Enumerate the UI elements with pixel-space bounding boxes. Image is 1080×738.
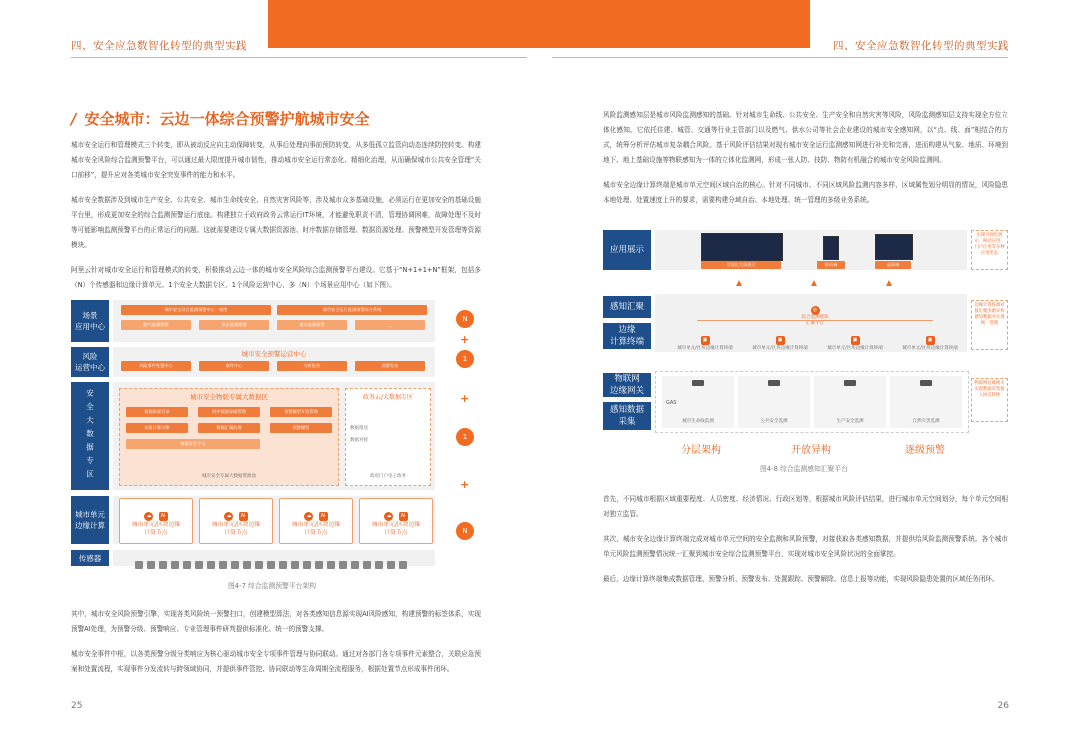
scene-box: ... — [355, 320, 425, 330]
figure-caption: 图4-7 综合监测预警平台架构 — [228, 582, 317, 590]
header-divider-left — [71, 57, 527, 58]
page-title: / 安全城市：云边一体综合预警护航城市安全 — [71, 110, 370, 128]
cloud-icon: ☁ — [146, 513, 152, 519]
gateway-device — [692, 380, 704, 386]
paragraph: 城市安全事件中枢，以各类预警分级分类响应为核心驱动城市安全专项事件管理与协同联动。通过对各部门各专项事件元素整合，关联应急预案和处置流程，实现事件分发流转与跨领域协同，并提供事件管控、协同联动等生命周期全流程服务，根据处置节点形成事件闭环。 — [71, 650, 481, 673]
left-bottom-text — [71, 607, 481, 677]
ai-icon: AI — [159, 512, 168, 521]
sensor-icon — [387, 561, 395, 569]
side-note: 实现可视化展示、移动应用、门户应用等多种应用形态 — [971, 230, 1008, 270]
connector-line — [697, 320, 933, 321]
sensor-icon — [243, 561, 251, 569]
edge-node: ☁ AI 城市单元/区块边缘 计算节点 — [199, 498, 273, 544]
ai-icon: AI — [319, 512, 328, 521]
sensor-icon — [267, 561, 275, 569]
side-note: 边缘计算终端对接汇聚多源异构感知数据并实现统一管理 — [971, 300, 1008, 350]
edge-icon: ▣ — [701, 336, 710, 345]
edge-terminal: ▣ 城市单元/区块边缘计算终端 — [827, 337, 883, 351]
feature-label: 分层架构 — [681, 445, 721, 456]
page-number-right: 26 — [997, 701, 1009, 711]
sensor-band — [113, 550, 435, 566]
bigdata-box: 数据汇聚治理 — [198, 423, 260, 433]
collect-group — [738, 376, 810, 428]
sensor-icon — [231, 561, 239, 569]
app-label: 可视化大屏展示 — [701, 261, 781, 269]
bigdata-box: 预警模型 — [270, 423, 332, 433]
edge-node: ☁ AI 城市单元/区块边缘 计算节点 — [119, 498, 193, 544]
paragraph: 阿里云针对城市安全运行和管理模式的转变，积极推动云边一体的城市安全风险综合监测预警平台建设。它基于“N+1+1+N”框架，包括多（N）个传感器和边缘计算单元、1个安全大数据专区、1个风险运营中心、多（N）个场景应用中心（如下图）。 — [71, 266, 481, 289]
bigdata-title: 城市安全物联专属大数据区 — [190, 393, 268, 401]
ai-icon: AI — [399, 512, 408, 521]
app-band — [655, 230, 967, 270]
row-label-risk: 风险 运营中心 — [71, 347, 109, 377]
framework-pill: 1 — [456, 350, 474, 368]
paragraph: 风险监测感知层是城市风险监测感知的基础。针对城市生命线、公共安全、生产安全和自然灾害等风险，风险监测感知层支持实现全方位立体化感知。它依托住建、城管、交通等行业主管部门以及燃气、供水公司等社会企业建设的城市安全感知网，以“点、线、面”相结合的方式，统筹分析评估城市复杂耦合风险。基于风险评估结果对现有城市安全运行监测感知网进行补充和完善，进而构建从气象、地质、环境到地下、地上基础设施等物联感知为一体的立体化监测网，形成一张人防、技防、物防有机融合的城市安全风险监测网。 — [603, 111, 1008, 164]
scene-box: 供水监测预警 — [199, 320, 269, 330]
gateway-device — [920, 380, 932, 386]
sensor-icon — [375, 561, 383, 569]
sensor-icon — [399, 561, 407, 569]
app-label: 移动端 — [817, 261, 845, 269]
gov-zone — [345, 388, 431, 486]
collect-label: 自然灾害监测 — [912, 419, 940, 424]
hub-band — [655, 294, 967, 352]
gov-label: 数据推送 — [350, 426, 368, 431]
bigdata-subtitle: 城市安全专属大数据资源池 — [202, 474, 256, 479]
scene-band — [113, 300, 435, 342]
row-label: 边缘 计算终端 — [603, 323, 651, 349]
sensor-icon — [363, 561, 371, 569]
framework-pill: N — [456, 310, 474, 328]
gov-label: 数据对接 — [350, 438, 368, 443]
cloud-icon: ☁ — [226, 513, 232, 519]
gas-icon: GAS — [666, 400, 677, 406]
sensor-icon — [339, 561, 347, 569]
page-number-left: 25 — [71, 701, 83, 711]
risk-band — [113, 347, 435, 377]
risk-title: 城市安全预警运营中心 — [241, 350, 307, 358]
edge-icon: ▣ — [851, 336, 860, 345]
right-bottom-text — [603, 492, 1008, 587]
sensor-icons — [133, 554, 409, 573]
hub-node: ◎ 综合监测感知 汇聚平台 — [801, 307, 829, 326]
paragraph: 城市安全边缘计算终端是城市单元空间区域自治的核心。针对不同城市、不同区域风险监测内容多样、区域属性划分明显的情况，风险隐患本地处理、处置速度上升的要求，需要构建分域自治、本地处理、统一管理的多级业务系统。 — [603, 181, 1008, 204]
gov-title: 政务云/大数据专区 — [362, 394, 414, 401]
paragraph: 城市安全运行和管理模式三个转变，即从被动反应向主动保障转变，从事后处理向事前预防转变，从多低孤立监管向动态连续防控转变。构建城市安全风险综合监测预警平台，可以通过最大限度提升城市韧性，推动城市安全运行常态化、精细化治理，从而确保城市公共安全管理“关口前移”，提升应对各类城市安全突发事件的能力和水平。 — [71, 141, 481, 179]
mobile-screen — [823, 236, 839, 260]
collect-group — [814, 376, 886, 428]
sensing-platform-diagram — [603, 228, 1008, 460]
plus-icon: + — [460, 478, 470, 491]
gov-subtitle: 政府门户电子政务 — [370, 474, 406, 479]
sensor-icon — [195, 561, 203, 569]
cloud-icon: ☁ — [386, 513, 392, 519]
edge-terminal: ▣ 城市单元/区块边缘计算终端 — [677, 337, 733, 351]
row-label-edge: 城市单元 边缘计算 — [71, 496, 109, 544]
feature-label: 开放异构 — [791, 445, 831, 456]
sensor-icon — [135, 561, 143, 569]
row-label-scene: 场景 应用中心 — [71, 300, 109, 342]
ai-icon: AI — [239, 512, 248, 521]
cloud-icon: ☁ — [306, 513, 312, 519]
sensor-icon — [327, 561, 335, 569]
sensor-icon — [183, 561, 191, 569]
paragraph: 其次，城市安全边缘计算终端完成对城市单元空间的安全监测和风险预警，对接获取各类感知数据，并提供给风险监测预警系统。各个城市单元风险监测预警情况统一汇聚到城市安全综合监测预警平台，实现对城市安全风险状况的全面掌控。 — [603, 535, 1008, 558]
edge-band — [113, 496, 435, 544]
edge-node: ☁ AI 城市单元/区块边缘 计算节点 — [279, 498, 353, 544]
scene-box: 排水监测预警 — [277, 320, 347, 330]
framework-pill: N — [456, 522, 474, 540]
right-top-text — [603, 108, 1008, 208]
header-left-section: 四、安全应急数智化转型的典型实践 — [71, 40, 247, 52]
risk-box: 事件中心 — [199, 361, 269, 371]
bigdata-box: 时序数据存储管理 — [198, 407, 260, 417]
row-label-sensor: 传感器 — [71, 550, 109, 566]
dashboard-screen — [701, 233, 783, 261]
header-right-section: 四、安全应急数智化转型的典型实践 — [833, 40, 1009, 52]
sensor-icon — [171, 561, 179, 569]
sensor-icon — [315, 561, 323, 569]
bigdata-box: 数据资源目录 — [126, 407, 188, 417]
side-note: 物联网边缘网关实现数据采集接入协议转换 — [971, 378, 1008, 422]
header-accent-bar — [268, 0, 810, 48]
collect-group — [662, 376, 734, 428]
collect-group — [890, 376, 962, 428]
row-label: 应用展示 — [603, 230, 651, 270]
edge-icon: ▣ — [776, 336, 785, 345]
framework-pill: 1 — [456, 428, 474, 446]
collect-band — [655, 371, 969, 433]
gateway-device — [844, 380, 856, 386]
bigdata-band — [113, 382, 435, 490]
risk-box: 风险事件处置中心 — [121, 361, 191, 371]
sensor-icon — [147, 561, 155, 569]
bigdata-zone — [119, 388, 339, 486]
desktop-screen — [875, 234, 913, 260]
bigdata-box: 数据开发平台 — [126, 439, 260, 449]
slash-icon: / — [71, 110, 77, 128]
bigdata-box: 预警模型开发管理 — [270, 407, 332, 417]
scene-box: 燃气监测预警 — [121, 320, 191, 330]
edge-node: ☁ AI 城市单元/区块边缘 计算节点 — [359, 498, 433, 544]
sensor-icon — [279, 561, 287, 569]
gateway-device — [768, 380, 780, 386]
paragraph: 城市安全数据涉及到城市生产安全、公共安全、城市生命线安全、自然灾害风险等，涉及城市众多基础设施，必须运行在更加安全的基础设施平台里，形成更加安全的综合监测预警运行底座。构建独立于政府政务云常运行IT环境，才能避免职责不清，管理协调困难，故障处理不及时等可能影响监测预警平台的正常运行的问题。这就需要建设专属大数据资源池、时序数据存储管理、数据资源处理、预警模型开发管理等资源模块。 — [71, 196, 481, 249]
arrow-up-icon — [736, 280, 742, 286]
sensor-icon — [255, 561, 263, 569]
collect-label: 生产安全监测 — [836, 419, 864, 424]
scene-box: 城市安全运行监测预警综合系统 — [277, 305, 427, 315]
plus-icon: + — [460, 392, 470, 405]
collect-label: 城市生命线监测 — [682, 419, 714, 424]
bigdata-box: 实时计算引擎 — [126, 423, 188, 433]
row-label: 物联网 边缘网关 — [603, 373, 651, 397]
sensor-icon — [207, 561, 215, 569]
header-divider-right — [552, 57, 1008, 58]
architecture-diagram — [71, 300, 491, 570]
edge-terminal: ▣ 城市单元/区块边缘计算终端 — [752, 337, 808, 351]
scene-box: 城市安全综合监测预警中心一张图 — [121, 305, 271, 315]
app-label: 桌面端 — [875, 261, 911, 269]
row-label: 感知数据 采集 — [603, 402, 651, 430]
plus-icon: + — [460, 333, 470, 346]
arrow-up-icon — [886, 280, 892, 286]
sensor-icon — [303, 561, 311, 569]
sensor-icon — [291, 561, 299, 569]
sensor-icon — [351, 561, 359, 569]
figure-caption: 图4-8 综合监测感知汇聚平台 — [760, 465, 849, 473]
paragraph: 最后，边缘计算终端集成数据管理、预警分析、预警发布、处置跟踪、预警解除、信息上报等功能，实现风险隐患处置的区域任务闭环。 — [603, 575, 999, 583]
paragraph: 首先，不同城市根据区域重要程度、人员密度、经济情况、行政区划等，根据城市风险评估结果，进行城市单元空间划分，每个单元空间相对独立监管。 — [603, 495, 1008, 518]
arrow-up-icon — [811, 280, 817, 286]
row-label: 感知汇聚 — [603, 296, 651, 318]
sensor-icon — [219, 561, 227, 569]
paragraph: 其中，城市安全风险预警引擎，实现各类风险统一预警扫口，创建模型算法，对各类感知信息源实现AI风险感知，构建预警的标签体系，实现预警AI处理，为预警分级、预警响应、专业管理事件研判提供标准化、统一的预警支撑。 — [71, 610, 481, 633]
feature-label: 逐级预警 — [905, 445, 945, 456]
edge-icon: ▣ — [926, 336, 935, 345]
left-intro-text — [71, 138, 481, 293]
hub-icon: ◎ — [811, 306, 820, 315]
sensor-icon — [159, 561, 167, 569]
risk-box: 预警发布 — [355, 361, 425, 371]
row-label-bigdata: 安全大数据专区 — [71, 382, 109, 490]
risk-box: 分析报告 — [277, 361, 347, 371]
collect-label: 公共安全监测 — [760, 419, 788, 424]
edge-terminal: ▣ 城市单元/区块边缘计算终端 — [902, 337, 958, 351]
